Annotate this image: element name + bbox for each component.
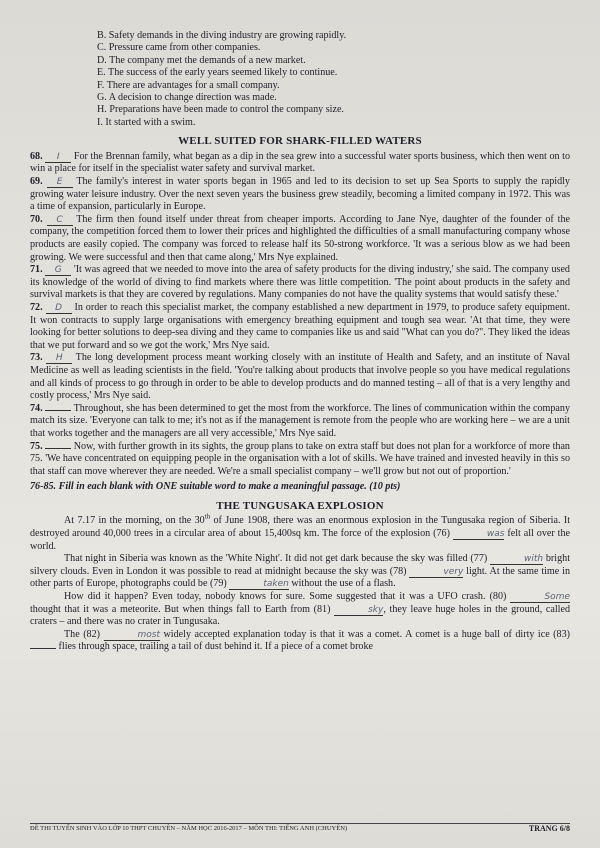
page-content — [30, 30, 570, 654]
blank-80[interactable]: Some — [510, 592, 570, 603]
blank-76[interactable]: was — [453, 529, 505, 540]
passage-text: thought that it was a meteorite. But when things fall to Earth from (81) — [30, 603, 335, 615]
question-text: The family's interest in water sports began in 1965 and led to its decision to set up Sea Sports to supply the rapidly growing water leisure industry. Over the next seven years the business grew steadily, becoming a limited company in 1972. This was a time of expansion, particularly in Europe. — [30, 176, 570, 213]
question-number: 72. — [30, 301, 43, 313]
passage-text: of June 1908, there was an enormous explosion in the Tungusaka region of Siberia. It destroyed around 40,000 trees in a circular area of about 15,400sq km. The force of the explosion (76) — [30, 515, 571, 540]
option-letter: E. — [97, 67, 106, 79]
question-text: The firm then found itself under threat from cheaper imports. According to Jane Nye, daughter of the founder of the company, the competition forced them to lower their prices and highlighted the difficulties of a small manufacturing company whose products are easily copied. The company was forced to release half its 50-strong workforce. 'It was a serious blow as we had been growing. We were successful and then that came along,' Mrs Nye explained. — [30, 213, 570, 263]
answer-blank[interactable]: H — [46, 353, 72, 364]
blank-78[interactable]: very — [409, 567, 463, 578]
question-75 — [30, 441, 570, 479]
option-item — [97, 92, 570, 104]
question-text: Throughout, she has been determined to get the most from the workforce. The lines of communication within the company match its size. 'Everyone can talk to me; it's not as if the management is remote from the people who are working here – we are a unit that works together and the managers are all very accessible,' Mrs Nye said. — [30, 402, 571, 439]
option-item — [97, 30, 570, 42]
passage-text: How did it happen? Even today, nobody knows for sure. Some suggested that it was a UFO crash. (80) — [64, 591, 511, 603]
passage-title-2: THE TUNGUSAKA EXPLOSION — [216, 499, 384, 512]
option-text: Pressure came from other companies. — [108, 42, 261, 54]
passage-text: light. At the same time in other parts of Europe, photographs could be (79) — [30, 565, 570, 590]
question-number: 68. — [30, 150, 43, 162]
blank-83[interactable] — [30, 648, 56, 649]
question-text: 'It was agreed that we needed to move into the area of safety products for the diving industry,' she said. The company used its knowledge of the world of diving to find markets where there was little competition. 'The point about products in the safety and survival markets is that they are covered by regulations. Many companies do not have the quality systems that would satisfy these.' — [30, 264, 570, 301]
option-text: Safety demands in the diving industry are growing rapidly. — [108, 30, 347, 41]
question-text: Now, with further growth in its sights, the group plans to take on extra staff but does not plan for a workforce of more than 75. 'We have concentrated on equipping people in the organisation with a lot of skills. We have trained and invested heavily in this so that staff can move wherever they are needed. We're a small specialist company – we'll grow but not out of proportion.' — [30, 440, 570, 477]
passage-paragraph-3 — [30, 591, 570, 629]
question-70 — [30, 214, 570, 264]
passage-paragraph-1 — [30, 515, 570, 553]
answer-blank[interactable]: C — [47, 215, 73, 226]
passage-paragraph-4 — [30, 629, 570, 654]
passage-text: That night in Siberia was known as the 'White Night'. It did not get dark because the sky was filled (77) — [64, 553, 490, 565]
question-text: For the Brennan family, what began as a dip in the sea grew into a successful water sports business, which then went on to win a place for itself in the specialist water safety and survival market. — [30, 150, 571, 175]
option-letter: F. — [97, 79, 105, 91]
option-item — [97, 117, 570, 129]
answer-blank[interactable] — [45, 448, 71, 449]
passage-text: felt all over the world. — [30, 528, 570, 552]
blank-79[interactable]: taken — [229, 579, 289, 590]
passage-text: widely accepted explanation today is that it was a comet. A comet is a huge ball of dirty ice (83) — [160, 628, 570, 640]
question-text: In order to reach this specialist market, the company established a new department in 1979, to produce safety equipment. It won contracts to supply large organisations with emergency breathing equipment and tough sea wear. 'At that time, they were looking for better solutions to deep-sea diving and they came to companies like us and said "What can you do?". They liked the ideas that we put forward and so we got the work,' Mrs Nye said. — [30, 301, 570, 351]
option-letter: G. — [97, 92, 107, 104]
option-text: It started with a swim. — [105, 116, 196, 128]
question-number: 69. — [30, 176, 43, 188]
option-letter: H. — [97, 104, 107, 116]
answer-blank[interactable]: G — [45, 265, 71, 276]
footer-exam-title: ĐỀ THI TUYỂN SINH VÀO LỚP 10 THPT CHUYÊN – NĂM HỌC 2016-2017 – MÔN THI: TIẾNG ANH (CHUYÊN) — [30, 825, 348, 832]
blank-81[interactable]: sky — [334, 605, 383, 616]
passage-text: without the use of a flash. — [288, 578, 396, 590]
question-number: 75. — [30, 440, 43, 452]
question-71 — [30, 264, 570, 302]
question-number: 74. — [30, 402, 43, 414]
option-item — [97, 42, 570, 54]
passage-text: The (82) — [64, 628, 104, 640]
superscript: th — [204, 513, 211, 522]
passage-text: flies through space, trailing a tail of dust behind it. If a piece of a comet broke — [56, 641, 374, 653]
option-item — [97, 80, 570, 92]
option-text: The success of the early years seemed likely to continue. — [108, 67, 338, 79]
option-letter: B. — [97, 30, 107, 41]
answer-blank[interactable]: I — [45, 152, 71, 163]
question-68 — [30, 151, 570, 176]
question-text: The long development process meant working closely with an institute of Health and Safety, and an institute of Naval Medicine as well as leading scientists in the field. 'You're talking about products that involve people so you have medical regulations and all kinds of process to go through in order to be able to develop products and do manned testing – all of that is a very lengthy and costly process,' Mrs Nye said. — [30, 352, 570, 402]
option-item — [97, 55, 570, 67]
passage-text: At 7.17 in the morning, on the 30 — [64, 515, 205, 527]
question-72 — [30, 302, 570, 352]
answer-blank[interactable]: E — [47, 177, 73, 188]
question-74 — [30, 403, 570, 441]
question-73 — [30, 352, 570, 402]
question-number: 70. — [30, 213, 43, 225]
question-number: 71. — [30, 264, 43, 276]
passage-text: bright silvery clouds. Even in London it was possible to read at midnight because the sky was (78) — [30, 553, 570, 577]
option-item — [97, 104, 570, 116]
option-text: Preparations have been made to control the company size. — [109, 104, 344, 116]
option-letter: I. — [97, 116, 103, 128]
passage-paragraph-2 — [30, 553, 570, 591]
option-text: There are advantages for a small company. — [106, 79, 280, 91]
section-instruction: 76-85. Fill in each blank with ONE suitable word to make a meaningful passage. (10 pts) — [30, 481, 401, 493]
answer-blank[interactable]: D — [46, 303, 72, 314]
blank-82[interactable]: most — [104, 630, 161, 641]
page-number: TRANG 6/8 — [528, 824, 570, 833]
passage-text: , they leave huge holes in the ground, called craters – and there was no crater in Tungusaka. — [30, 603, 570, 628]
option-text: A decision to change direction was made. — [108, 92, 277, 104]
option-letter: D. — [97, 54, 107, 66]
options-list — [97, 30, 570, 129]
answer-blank[interactable] — [45, 410, 71, 411]
passage-title: WELL SUITED FOR SHARK-FILLED WATERS — [178, 135, 422, 148]
blank-77[interactable]: with — [490, 554, 543, 565]
question-number: 73. — [30, 352, 43, 364]
option-text: The company met the demands of a new market. — [109, 54, 306, 66]
option-item — [97, 67, 570, 79]
question-69 — [30, 176, 570, 214]
option-letter: C. — [97, 42, 107, 54]
page-footer — [30, 823, 570, 834]
